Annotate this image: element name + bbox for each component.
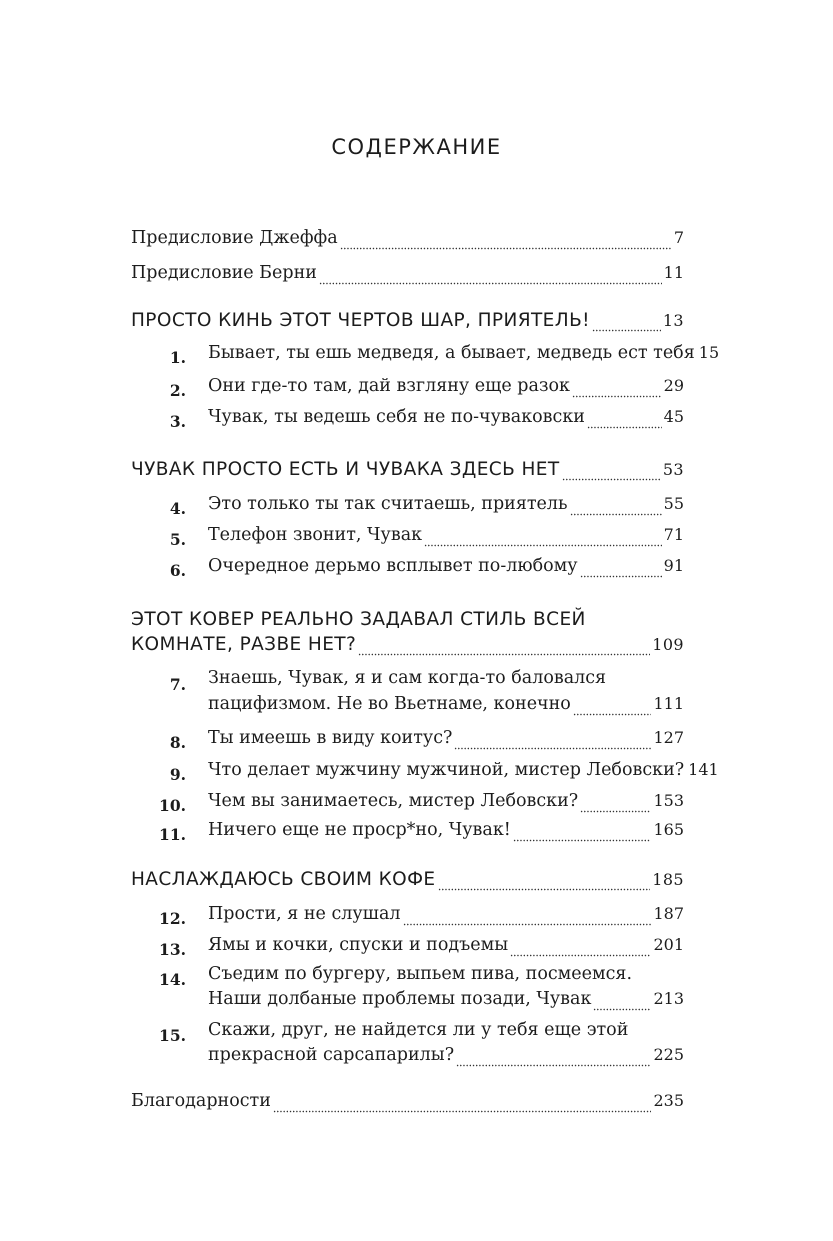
toc-entry-foreword-jeff[interactable] xyxy=(131,228,684,258)
dot-leader xyxy=(580,575,662,578)
toc-entry-foreword-bernie[interactable] xyxy=(131,263,684,293)
dot-leader xyxy=(572,395,662,398)
toc-chapter-page: 91 xyxy=(663,556,684,575)
toc-chapter-label: Ямы и кочки, спуски и подъемы xyxy=(208,935,509,955)
toc-chapter-label: Что делает мужчину мужчиной, мистер Лебовски? xyxy=(208,760,685,780)
toc-chapter-label: Чем вы занимаетесь, мистер Лебовски? xyxy=(208,791,579,811)
chapter-number: 4. xyxy=(169,499,186,518)
toc-chapter-3[interactable] xyxy=(208,407,684,437)
toc-part-page: 13 xyxy=(662,311,684,330)
toc-part-page: 109 xyxy=(652,635,684,654)
toc-part-4[interactable] xyxy=(131,869,684,899)
toc-chapter-page: 153 xyxy=(653,791,684,810)
chapter-number: 5. xyxy=(169,530,186,549)
toc-chapter-label: Они где-то там, дай взгляну еще разок xyxy=(208,376,570,396)
toc-chapter-10[interactable] xyxy=(208,791,684,821)
toc-chapter-6[interactable] xyxy=(208,556,684,586)
toc-chapter-label: Телефон звонит, Чувак xyxy=(208,525,423,545)
dot-leader xyxy=(438,888,651,891)
toc-part-3[interactable] xyxy=(131,634,684,664)
toc-chapter-page: 213 xyxy=(653,989,684,1008)
toc-chapter-2[interactable] xyxy=(208,376,684,406)
toc-chapter-9[interactable] xyxy=(208,760,719,790)
toc-part-title: ЧУВАК ПРОСТО ЕСТЬ И ЧУВАКА ЗДЕСЬ НЕТ xyxy=(131,459,560,480)
chapter-number: 12. xyxy=(159,909,186,928)
toc-entry-page: 7 xyxy=(673,228,684,247)
toc-chapter-5[interactable] xyxy=(208,525,684,555)
toc-chapter-15[interactable] xyxy=(208,1045,684,1075)
toc-chapter-11[interactable] xyxy=(208,820,684,850)
toc-entry-page: 235 xyxy=(653,1091,684,1110)
chapter-number: 1. xyxy=(169,348,186,367)
dot-leader xyxy=(403,923,652,926)
dot-leader xyxy=(273,1110,652,1113)
toc-chapter-1[interactable] xyxy=(208,343,720,373)
dot-leader xyxy=(573,713,652,716)
chapter-number: 14. xyxy=(159,970,186,989)
toc-part-page: 185 xyxy=(652,870,684,889)
toc-chapter-label: Это только ты так считаешь, приятель xyxy=(208,494,568,514)
toc-part-page: 53 xyxy=(662,460,684,479)
toc-chapter-label: Ты имеешь в виду коитус? xyxy=(208,728,453,748)
toc-chapter-label-line2: пацифизмом. Не во Вьетнаме, конечно xyxy=(208,694,571,714)
chapter-number: 11. xyxy=(159,825,186,844)
toc-chapter-14-line1[interactable]: Съедим по бургеру, выпьем пива, посмеемся. xyxy=(208,964,633,984)
chapter-number: 7. xyxy=(169,675,186,694)
toc-part-1[interactable] xyxy=(131,310,684,340)
toc-part-title-line1[interactable]: ЭТОТ КОВЕР РЕАЛЬНО ЗАДАВАЛ СТИЛЬ ВСЕЙ xyxy=(131,609,586,630)
toc-chapter-14[interactable] xyxy=(208,989,684,1019)
dot-leader xyxy=(454,747,651,750)
toc-part-title: НАСЛАЖДАЮСЬ СВОИМ КОФЕ xyxy=(131,869,436,890)
dot-leader xyxy=(570,513,662,516)
chapter-number: 2. xyxy=(169,381,186,400)
toc-chapter-page: 55 xyxy=(663,494,684,513)
toc-chapter-13[interactable] xyxy=(208,935,684,965)
toc-chapter-label: Прости, я не слушал xyxy=(208,904,401,924)
toc-entry-acknowledgments[interactable] xyxy=(131,1091,684,1121)
dot-leader xyxy=(513,839,652,842)
toc-chapter-label-line2: Наши долбаные проблемы позади, Чувак xyxy=(208,989,592,1009)
toc-chapter-page: 141 xyxy=(688,760,719,779)
toc-chapter-page: 201 xyxy=(653,935,684,954)
toc-chapter-label: Ничего еще не проср*но, Чувак! xyxy=(208,820,511,840)
chapter-number: 15. xyxy=(159,1026,186,1045)
chapter-number: 10. xyxy=(159,796,186,815)
toc-chapter-page: 165 xyxy=(653,820,684,839)
toc-title: СОДЕРЖАНИЕ xyxy=(331,135,502,159)
toc-chapter-page: 187 xyxy=(653,904,684,923)
toc-part-2[interactable] xyxy=(131,459,684,489)
dot-leader xyxy=(510,954,651,957)
toc-entry-page: 11 xyxy=(663,263,684,282)
dot-leader xyxy=(587,426,662,429)
chapter-number: 8. xyxy=(169,733,186,752)
toc-chapter-label: Очередное дерьмо всплывет по-любому xyxy=(208,556,578,576)
dot-leader xyxy=(593,1008,651,1011)
toc-chapter-page: 29 xyxy=(663,376,684,395)
toc-chapter-page: 15 xyxy=(698,343,720,362)
toc-chapter-label: Чувак, ты ведешь себя не по-чуваковски xyxy=(208,407,585,427)
dot-leader xyxy=(319,282,662,285)
toc-chapter-label-line2: прекрасной сарсапарилы? xyxy=(208,1045,455,1065)
chapter-number: 9. xyxy=(169,765,186,784)
toc-entry-label: Предисловие Берни xyxy=(131,263,317,283)
toc-chapter-12[interactable] xyxy=(208,904,684,934)
toc-chapter-8[interactable] xyxy=(208,728,684,758)
toc-chapter-15-line1[interactable]: Скажи, друг, не найдется ли у тебя еще этой xyxy=(208,1020,629,1040)
dot-leader xyxy=(592,329,661,332)
toc-entry-label: Предисловие Джеффа xyxy=(131,228,338,248)
toc-chapter-7[interactable] xyxy=(208,694,684,724)
toc-part-title: ПРОСТО КИНЬ ЭТОТ ЧЕРТОВ ШАР, ПРИЯТЕЛЬ! xyxy=(131,310,590,331)
toc-chapter-page: 111 xyxy=(653,694,684,713)
chapter-number: 3. xyxy=(169,412,186,431)
toc-chapter-4[interactable] xyxy=(208,494,684,524)
dot-leader xyxy=(456,1064,651,1067)
toc-chapter-7-line1[interactable]: Знаешь, Чувак, я и сам когда-то баловался xyxy=(208,668,607,688)
dot-leader xyxy=(340,247,672,250)
toc-chapter-page: 225 xyxy=(653,1045,684,1064)
chapter-number: 13. xyxy=(159,940,186,959)
chapter-number: 6. xyxy=(169,561,186,580)
toc-part-title-line2: КОМНАТЕ, РАЗВЕ НЕТ? xyxy=(131,634,357,655)
dot-leader xyxy=(562,478,661,481)
dot-leader xyxy=(358,653,650,656)
dot-leader xyxy=(580,810,651,813)
dot-leader xyxy=(424,544,662,547)
toc-chapter-label: Бывает, ты ешь медведя, а бывает, медведь ест тебя xyxy=(208,343,695,363)
toc-chapter-page: 127 xyxy=(653,728,684,747)
toc-chapter-page: 45 xyxy=(663,407,684,426)
toc-entry-label: Благодарности xyxy=(131,1091,271,1111)
toc-chapter-page: 71 xyxy=(663,525,684,544)
